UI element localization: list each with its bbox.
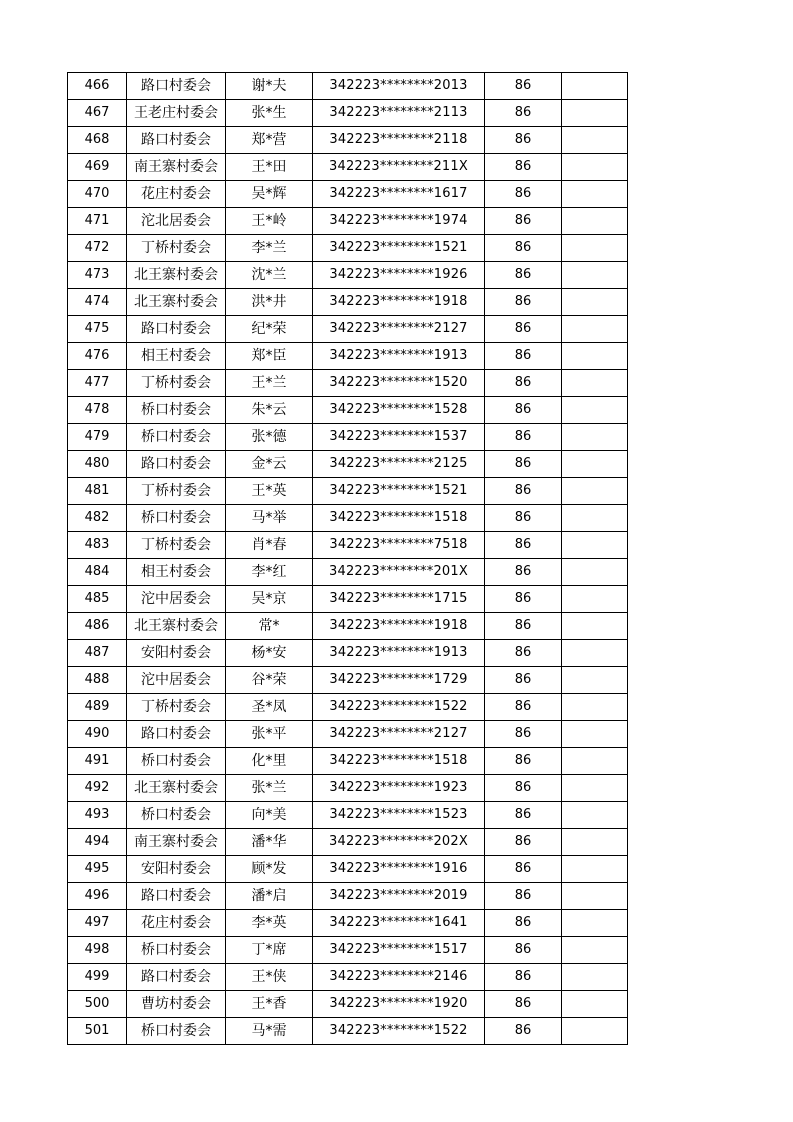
table-row bbox=[68, 370, 628, 397]
row-number-cell: 477 bbox=[68, 370, 127, 397]
table-row bbox=[68, 451, 628, 478]
score-cell: 86 bbox=[485, 883, 562, 910]
note-cell bbox=[562, 775, 628, 802]
village-committee-cell: 桥口村委会 bbox=[127, 748, 226, 775]
score-cell: 86 bbox=[485, 262, 562, 289]
person-name-cell: 沈*兰 bbox=[226, 262, 313, 289]
score-cell: 86 bbox=[485, 937, 562, 964]
village-committee-cell: 北王寨村委会 bbox=[127, 775, 226, 802]
person-name-cell: 纪*荣 bbox=[226, 316, 313, 343]
row-number-cell: 484 bbox=[68, 559, 127, 586]
score-cell: 86 bbox=[485, 289, 562, 316]
note-cell bbox=[562, 1018, 628, 1045]
table-row bbox=[68, 613, 628, 640]
table-row bbox=[68, 235, 628, 262]
table-row bbox=[68, 883, 628, 910]
person-name-cell: 王*岭 bbox=[226, 208, 313, 235]
id-number-cell: 342223********1913 bbox=[313, 640, 485, 667]
note-cell bbox=[562, 451, 628, 478]
id-number-cell: 342223********1518 bbox=[313, 748, 485, 775]
score-cell: 86 bbox=[485, 73, 562, 100]
person-name-cell: 李*英 bbox=[226, 910, 313, 937]
table-row bbox=[68, 532, 628, 559]
score-cell: 86 bbox=[485, 964, 562, 991]
score-cell: 86 bbox=[485, 181, 562, 208]
table-row bbox=[68, 721, 628, 748]
roster-table bbox=[67, 72, 628, 1045]
row-number-cell: 472 bbox=[68, 235, 127, 262]
person-name-cell: 马*需 bbox=[226, 1018, 313, 1045]
village-committee-cell: 路口村委会 bbox=[127, 73, 226, 100]
id-number-cell: 342223********2146 bbox=[313, 964, 485, 991]
score-cell: 86 bbox=[485, 154, 562, 181]
row-number-cell: 492 bbox=[68, 775, 127, 802]
person-name-cell: 王*田 bbox=[226, 154, 313, 181]
id-number-cell: 342223********201X bbox=[313, 559, 485, 586]
score-cell: 86 bbox=[485, 586, 562, 613]
score-cell: 86 bbox=[485, 748, 562, 775]
person-name-cell: 谢*夫 bbox=[226, 73, 313, 100]
score-cell: 86 bbox=[485, 451, 562, 478]
person-name-cell: 向*美 bbox=[226, 802, 313, 829]
note-cell bbox=[562, 397, 628, 424]
note-cell bbox=[562, 910, 628, 937]
note-cell bbox=[562, 532, 628, 559]
village-committee-cell: 丁桥村委会 bbox=[127, 532, 226, 559]
id-number-cell: 342223********2113 bbox=[313, 100, 485, 127]
score-cell: 86 bbox=[485, 397, 562, 424]
id-number-cell: 342223********1918 bbox=[313, 613, 485, 640]
row-number-cell: 479 bbox=[68, 424, 127, 451]
note-cell bbox=[562, 559, 628, 586]
table-row bbox=[68, 1018, 628, 1045]
village-committee-cell: 丁桥村委会 bbox=[127, 478, 226, 505]
id-number-cell: 342223********1918 bbox=[313, 289, 485, 316]
person-name-cell: 金*云 bbox=[226, 451, 313, 478]
table-row bbox=[68, 694, 628, 721]
id-number-cell: 342223********2118 bbox=[313, 127, 485, 154]
row-number-cell: 482 bbox=[68, 505, 127, 532]
village-committee-cell: 安阳村委会 bbox=[127, 856, 226, 883]
table-row bbox=[68, 775, 628, 802]
village-committee-cell: 路口村委会 bbox=[127, 316, 226, 343]
village-committee-cell: 丁桥村委会 bbox=[127, 370, 226, 397]
table-row bbox=[68, 316, 628, 343]
person-name-cell: 李*兰 bbox=[226, 235, 313, 262]
row-number-cell: 501 bbox=[68, 1018, 127, 1045]
person-name-cell: 常* bbox=[226, 613, 313, 640]
note-cell bbox=[562, 964, 628, 991]
note-cell bbox=[562, 73, 628, 100]
person-name-cell: 肖*春 bbox=[226, 532, 313, 559]
row-number-cell: 473 bbox=[68, 262, 127, 289]
person-name-cell: 张*平 bbox=[226, 721, 313, 748]
note-cell bbox=[562, 586, 628, 613]
row-number-cell: 494 bbox=[68, 829, 127, 856]
person-name-cell: 丁*席 bbox=[226, 937, 313, 964]
table-row bbox=[68, 262, 628, 289]
note-cell bbox=[562, 289, 628, 316]
note-cell bbox=[562, 424, 628, 451]
id-number-cell: 342223********1920 bbox=[313, 991, 485, 1018]
note-cell bbox=[562, 694, 628, 721]
row-number-cell: 485 bbox=[68, 586, 127, 613]
row-number-cell: 470 bbox=[68, 181, 127, 208]
village-committee-cell: 王老庄村委会 bbox=[127, 100, 226, 127]
id-number-cell: 342223********1521 bbox=[313, 235, 485, 262]
id-number-cell: 342223********1974 bbox=[313, 208, 485, 235]
table-row bbox=[68, 181, 628, 208]
note-cell bbox=[562, 370, 628, 397]
id-number-cell: 342223********7518 bbox=[313, 532, 485, 559]
person-name-cell: 朱*云 bbox=[226, 397, 313, 424]
row-number-cell: 467 bbox=[68, 100, 127, 127]
roster-table-body bbox=[68, 73, 628, 1045]
id-number-cell: 342223********1729 bbox=[313, 667, 485, 694]
row-number-cell: 489 bbox=[68, 694, 127, 721]
note-cell bbox=[562, 235, 628, 262]
row-number-cell: 490 bbox=[68, 721, 127, 748]
village-committee-cell: 丁桥村委会 bbox=[127, 235, 226, 262]
person-name-cell: 潘*启 bbox=[226, 883, 313, 910]
id-number-cell: 342223********211X bbox=[313, 154, 485, 181]
score-cell: 86 bbox=[485, 127, 562, 154]
score-cell: 86 bbox=[485, 370, 562, 397]
person-name-cell: 圣*凤 bbox=[226, 694, 313, 721]
village-committee-cell: 桥口村委会 bbox=[127, 424, 226, 451]
table-row bbox=[68, 748, 628, 775]
score-cell: 86 bbox=[485, 235, 562, 262]
note-cell bbox=[562, 667, 628, 694]
person-name-cell: 洪*井 bbox=[226, 289, 313, 316]
id-number-cell: 342223********2019 bbox=[313, 883, 485, 910]
village-committee-cell: 花庄村委会 bbox=[127, 181, 226, 208]
person-name-cell: 张*生 bbox=[226, 100, 313, 127]
score-cell: 86 bbox=[485, 856, 562, 883]
score-cell: 86 bbox=[485, 478, 562, 505]
person-name-cell: 王*兰 bbox=[226, 370, 313, 397]
score-cell: 86 bbox=[485, 910, 562, 937]
score-cell: 86 bbox=[485, 721, 562, 748]
score-cell: 86 bbox=[485, 613, 562, 640]
village-committee-cell: 路口村委会 bbox=[127, 451, 226, 478]
row-number-cell: 493 bbox=[68, 802, 127, 829]
person-name-cell: 郑*营 bbox=[226, 127, 313, 154]
person-name-cell: 王*侠 bbox=[226, 964, 313, 991]
score-cell: 86 bbox=[485, 775, 562, 802]
village-committee-cell: 丁桥村委会 bbox=[127, 694, 226, 721]
person-name-cell: 杨*安 bbox=[226, 640, 313, 667]
person-name-cell: 张*兰 bbox=[226, 775, 313, 802]
row-number-cell: 480 bbox=[68, 451, 127, 478]
note-cell bbox=[562, 883, 628, 910]
id-number-cell: 342223********1518 bbox=[313, 505, 485, 532]
note-cell bbox=[562, 316, 628, 343]
table-row bbox=[68, 586, 628, 613]
table-row bbox=[68, 154, 628, 181]
row-number-cell: 491 bbox=[68, 748, 127, 775]
village-committee-cell: 南王寨村委会 bbox=[127, 829, 226, 856]
note-cell bbox=[562, 937, 628, 964]
id-number-cell: 342223********1913 bbox=[313, 343, 485, 370]
village-committee-cell: 桥口村委会 bbox=[127, 1018, 226, 1045]
village-committee-cell: 北王寨村委会 bbox=[127, 262, 226, 289]
row-number-cell: 481 bbox=[68, 478, 127, 505]
note-cell bbox=[562, 829, 628, 856]
row-number-cell: 476 bbox=[68, 343, 127, 370]
row-number-cell: 471 bbox=[68, 208, 127, 235]
id-number-cell: 342223********1523 bbox=[313, 802, 485, 829]
row-number-cell: 483 bbox=[68, 532, 127, 559]
table-row bbox=[68, 991, 628, 1018]
village-committee-cell: 桥口村委会 bbox=[127, 802, 226, 829]
row-number-cell: 486 bbox=[68, 613, 127, 640]
row-number-cell: 487 bbox=[68, 640, 127, 667]
note-cell bbox=[562, 478, 628, 505]
person-name-cell: 马*举 bbox=[226, 505, 313, 532]
note-cell bbox=[562, 100, 628, 127]
table-row bbox=[68, 478, 628, 505]
score-cell: 86 bbox=[485, 802, 562, 829]
note-cell bbox=[562, 748, 628, 775]
id-number-cell: 342223********1520 bbox=[313, 370, 485, 397]
village-committee-cell: 北王寨村委会 bbox=[127, 613, 226, 640]
row-number-cell: 495 bbox=[68, 856, 127, 883]
village-committee-cell: 安阳村委会 bbox=[127, 640, 226, 667]
row-number-cell: 478 bbox=[68, 397, 127, 424]
id-number-cell: 342223********1522 bbox=[313, 1018, 485, 1045]
id-number-cell: 342223********2125 bbox=[313, 451, 485, 478]
village-committee-cell: 相王村委会 bbox=[127, 343, 226, 370]
person-name-cell: 吴*辉 bbox=[226, 181, 313, 208]
id-number-cell: 342223********1715 bbox=[313, 586, 485, 613]
village-committee-cell: 路口村委会 bbox=[127, 964, 226, 991]
note-cell bbox=[562, 154, 628, 181]
note-cell bbox=[562, 127, 628, 154]
table-row bbox=[68, 397, 628, 424]
table-row bbox=[68, 667, 628, 694]
score-cell: 86 bbox=[485, 667, 562, 694]
village-committee-cell: 南王寨村委会 bbox=[127, 154, 226, 181]
id-number-cell: 342223********1522 bbox=[313, 694, 485, 721]
row-number-cell: 468 bbox=[68, 127, 127, 154]
score-cell: 86 bbox=[485, 991, 562, 1018]
note-cell bbox=[562, 613, 628, 640]
score-cell: 86 bbox=[485, 100, 562, 127]
row-number-cell: 500 bbox=[68, 991, 127, 1018]
person-name-cell: 王*英 bbox=[226, 478, 313, 505]
score-cell: 86 bbox=[485, 424, 562, 451]
score-cell: 86 bbox=[485, 505, 562, 532]
row-number-cell: 475 bbox=[68, 316, 127, 343]
id-number-cell: 342223********1517 bbox=[313, 937, 485, 964]
id-number-cell: 342223********1641 bbox=[313, 910, 485, 937]
table-row bbox=[68, 802, 628, 829]
note-cell bbox=[562, 208, 628, 235]
row-number-cell: 488 bbox=[68, 667, 127, 694]
id-number-cell: 342223********1923 bbox=[313, 775, 485, 802]
table-row bbox=[68, 208, 628, 235]
id-number-cell: 342223********1521 bbox=[313, 478, 485, 505]
village-committee-cell: 路口村委会 bbox=[127, 721, 226, 748]
note-cell bbox=[562, 343, 628, 370]
table-row bbox=[68, 343, 628, 370]
note-cell bbox=[562, 505, 628, 532]
score-cell: 86 bbox=[485, 1018, 562, 1045]
note-cell bbox=[562, 181, 628, 208]
person-name-cell: 谷*荣 bbox=[226, 667, 313, 694]
note-cell bbox=[562, 262, 628, 289]
id-number-cell: 342223********1617 bbox=[313, 181, 485, 208]
row-number-cell: 497 bbox=[68, 910, 127, 937]
village-committee-cell: 花庄村委会 bbox=[127, 910, 226, 937]
table-row bbox=[68, 289, 628, 316]
id-number-cell: 342223********2127 bbox=[313, 316, 485, 343]
village-committee-cell: 桥口村委会 bbox=[127, 937, 226, 964]
id-number-cell: 342223********1537 bbox=[313, 424, 485, 451]
id-number-cell: 342223********1926 bbox=[313, 262, 485, 289]
id-number-cell: 342223********2013 bbox=[313, 73, 485, 100]
person-name-cell: 顾*发 bbox=[226, 856, 313, 883]
village-committee-cell: 沱北居委会 bbox=[127, 208, 226, 235]
person-name-cell: 化*里 bbox=[226, 748, 313, 775]
village-committee-cell: 北王寨村委会 bbox=[127, 289, 226, 316]
row-number-cell: 499 bbox=[68, 964, 127, 991]
village-committee-cell: 桥口村委会 bbox=[127, 397, 226, 424]
table-row bbox=[68, 100, 628, 127]
person-name-cell: 李*红 bbox=[226, 559, 313, 586]
village-committee-cell: 路口村委会 bbox=[127, 883, 226, 910]
id-number-cell: 342223********2127 bbox=[313, 721, 485, 748]
table-row bbox=[68, 937, 628, 964]
row-number-cell: 474 bbox=[68, 289, 127, 316]
note-cell bbox=[562, 856, 628, 883]
person-name-cell: 吴*京 bbox=[226, 586, 313, 613]
row-number-cell: 496 bbox=[68, 883, 127, 910]
table-row bbox=[68, 964, 628, 991]
row-number-cell: 498 bbox=[68, 937, 127, 964]
person-name-cell: 郑*臣 bbox=[226, 343, 313, 370]
id-number-cell: 342223********202X bbox=[313, 829, 485, 856]
note-cell bbox=[562, 802, 628, 829]
table-row bbox=[68, 73, 628, 100]
table-row bbox=[68, 127, 628, 154]
note-cell bbox=[562, 721, 628, 748]
score-cell: 86 bbox=[485, 829, 562, 856]
person-name-cell: 潘*华 bbox=[226, 829, 313, 856]
table-row bbox=[68, 910, 628, 937]
table-row bbox=[68, 856, 628, 883]
row-number-cell: 466 bbox=[68, 73, 127, 100]
village-committee-cell: 沱中居委会 bbox=[127, 667, 226, 694]
person-name-cell: 张*德 bbox=[226, 424, 313, 451]
table-row bbox=[68, 829, 628, 856]
score-cell: 86 bbox=[485, 316, 562, 343]
score-cell: 86 bbox=[485, 208, 562, 235]
id-number-cell: 342223********1916 bbox=[313, 856, 485, 883]
village-committee-cell: 曹坊村委会 bbox=[127, 991, 226, 1018]
table-row bbox=[68, 559, 628, 586]
table-row bbox=[68, 424, 628, 451]
table-row bbox=[68, 505, 628, 532]
table-row bbox=[68, 640, 628, 667]
note-cell bbox=[562, 640, 628, 667]
score-cell: 86 bbox=[485, 640, 562, 667]
village-committee-cell: 沱中居委会 bbox=[127, 586, 226, 613]
village-committee-cell: 相王村委会 bbox=[127, 559, 226, 586]
village-committee-cell: 桥口村委会 bbox=[127, 505, 226, 532]
score-cell: 86 bbox=[485, 532, 562, 559]
score-cell: 86 bbox=[485, 559, 562, 586]
score-cell: 86 bbox=[485, 694, 562, 721]
row-number-cell: 469 bbox=[68, 154, 127, 181]
person-name-cell: 王*香 bbox=[226, 991, 313, 1018]
note-cell bbox=[562, 991, 628, 1018]
village-committee-cell: 路口村委会 bbox=[127, 127, 226, 154]
id-number-cell: 342223********1528 bbox=[313, 397, 485, 424]
score-cell: 86 bbox=[485, 343, 562, 370]
